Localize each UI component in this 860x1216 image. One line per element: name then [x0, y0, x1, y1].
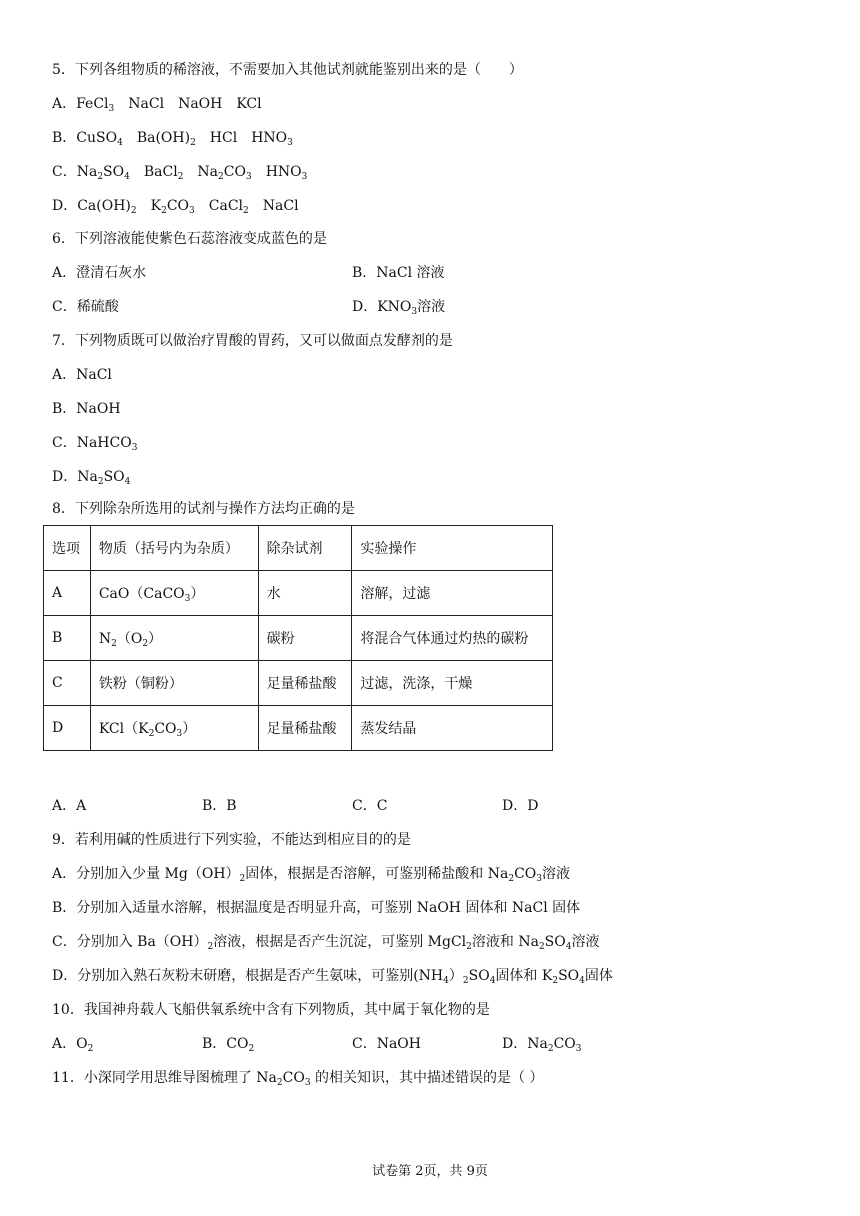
- table-header-cell: 物质（括号内为杂质）: [90, 526, 258, 571]
- table-header-cell: 选项: [44, 526, 91, 571]
- table-header-row: [44, 526, 553, 571]
- question-8-stem: 8．下列除杂所选用的试剂与操作方法均正确的是: [52, 501, 355, 517]
- table-header-cell: 实验操作: [352, 526, 553, 571]
- question-5-stem: 5．下列各组物质的稀溶液，不需要加入其他试剂就能鉴别出来的是（ ）: [52, 62, 523, 78]
- table-cell: A: [44, 571, 91, 616]
- table-cell: 蒸发结晶: [352, 706, 553, 751]
- question-7-option-c: C．NaHCO$_3$: [52, 435, 138, 453]
- question-8-option-d: D．D: [502, 798, 539, 814]
- table-cell: 碳粉: [258, 616, 352, 661]
- question-10-option-d: D．$Na_2CO_3$: [502, 1036, 582, 1054]
- question-8-option-b: B．B: [202, 798, 237, 814]
- table-cell: 水: [258, 571, 352, 616]
- table-cell: 铁粉（铜粉）: [90, 661, 258, 706]
- table-row: [44, 571, 553, 616]
- question-7-stem: 7．下列物质既可以做治疗胃酸的胃药，又可以做面点发酵剂的是: [52, 333, 453, 349]
- question-9-option-a: A．分别加入少量 $Mg(OH)_2$固体，根据是否溶解，可鉴别稀盐酸和 $Na_2CO_3$溶液: [52, 866, 570, 884]
- table-row: [44, 616, 553, 661]
- question-10-stem: 10．我国神舟载人飞船供氧系统中含有下列物质，其中属于氧化物的是: [52, 1002, 490, 1018]
- question-6-option-b: B．NaCl 溶液: [352, 265, 445, 281]
- table-cell: 过滤，洗涤，干燥: [352, 661, 553, 706]
- table-cell: B: [44, 616, 91, 661]
- question-5-option-c: C．$Na_2SO_4$ BaCl$_2$ $Na_2CO_3$ $HNO_3$: [52, 164, 308, 182]
- question-5-option-b: B．CuSO$_4$ $Ba(OH)_2$ HCl $HNO_3$: [52, 130, 293, 148]
- question-5-option-a: A．FeCl$_3$ NaCl NaOH KCl: [52, 96, 262, 114]
- question-6-option-d: D．$KNO_3$溶液: [352, 299, 446, 317]
- table-row: [44, 661, 553, 706]
- table-cell: $N_2(O_2)$: [90, 616, 258, 661]
- table-cell: 溶解，过滤: [352, 571, 553, 616]
- question-7-option-b: B．NaOH: [52, 401, 121, 417]
- table-cell: $KCl(K_2CO_3)$: [90, 706, 258, 751]
- question-10-option-b: B．$CO_2$: [202, 1036, 255, 1054]
- question-9-option-d: D．分别加入熟石灰粉末研磨，根据是否产生氨味，可鉴别$(NH_4)_2SO_4$固体和 $K_2SO_4$固体: [52, 968, 613, 986]
- question-6-option-c: C．稀硫酸: [52, 299, 119, 315]
- table-cell: D: [44, 706, 91, 751]
- question-9-stem: 9．若利用碱的性质进行下列实验，不能达到相应目的的是: [52, 832, 411, 848]
- table-cell: C: [44, 661, 91, 706]
- table-cell: 将混合气体通过灼热的碳粉: [352, 616, 553, 661]
- table-row: [44, 706, 553, 751]
- question-10-option-a: A．$O_2$: [52, 1036, 94, 1054]
- question-9-option-c: C．分别加入 $Ba(OH)_2$溶液，根据是否产生沉淀，可鉴别 MgCl$_2$溶液和 $Na_2SO_4$溶液: [52, 934, 600, 952]
- table-cell: 足量稀盐酸: [258, 706, 352, 751]
- table-cell: 足量稀盐酸: [258, 661, 352, 706]
- question-8-option-a: A．A: [52, 798, 87, 814]
- question-5-option-d: D．$Ca(OH)_2$ $K_2CO_3$ CaCl$_2$ NaCl: [52, 198, 299, 216]
- question-9-option-b: B．分别加入适量水溶解，根据温度是否明显升高，可鉴别 NaOH 固体和 NaCl 固体: [52, 900, 581, 916]
- question-6-option-a: A．澄清石灰水: [52, 265, 147, 281]
- question-8-option-c: C．C: [352, 798, 388, 814]
- page-footer: 试卷第 2页，共 9页: [372, 1164, 488, 1179]
- table-header-cell: 除杂试剂: [258, 526, 352, 571]
- question-6-stem: 6．下列溶液能使紫色石蕊溶液变成蓝色的是: [52, 231, 327, 247]
- question-7-option-d: D．$Na_2SO_4$: [52, 469, 131, 487]
- question-11-stem: 11．小深同学用思维导图梳理了 $Na_2CO_3$ 的相关知识，其中描述错误的是（ ）: [52, 1070, 544, 1088]
- impurity-removal-table: [43, 525, 553, 751]
- question-10-option-c: C．NaOH: [352, 1036, 421, 1052]
- table-cell: CaO（CaCO$_3$）: [90, 571, 258, 616]
- question-7-option-a: A．NaCl: [52, 367, 112, 383]
